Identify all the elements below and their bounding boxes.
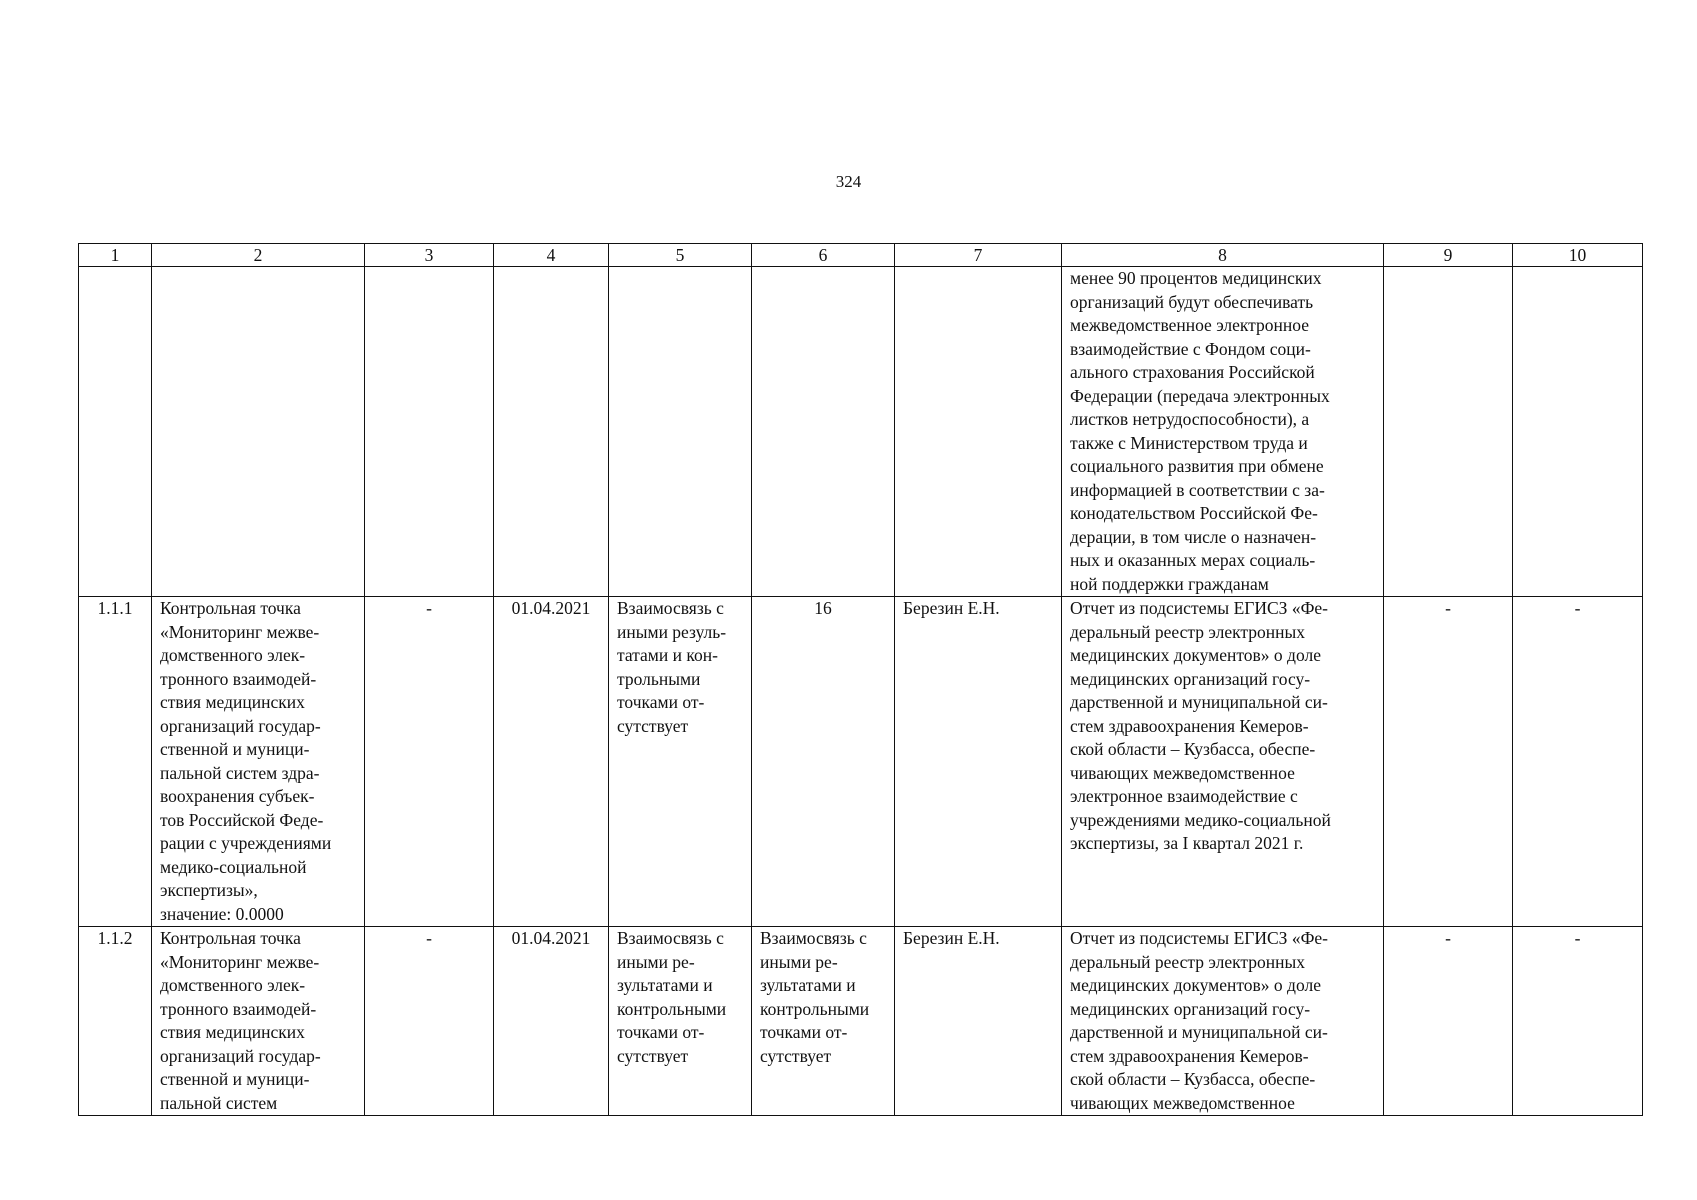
- cell-relation: Взаимосвязь с иными резуль- татами и кон- трольными точками от- сутствует: [609, 597, 752, 927]
- header-row: [79, 244, 1643, 267]
- cell-relation: [609, 267, 752, 597]
- column-header-6: 6: [752, 244, 895, 267]
- column-header-4: 4: [494, 244, 609, 267]
- cell-date: 01.04.2021: [494, 597, 609, 927]
- cell-col10: [1513, 267, 1643, 597]
- cell-col6: 16: [752, 597, 895, 927]
- cell-responsible: Березин Е.Н.: [895, 927, 1062, 1116]
- cell-col10: -: [1513, 597, 1643, 927]
- cell-description: Контрольная точка «Мониторинг межве- домственного элек- тронного взаимодей- ствия медицинских организаций государ- ственной и муници- пальной систем: [152, 927, 365, 1116]
- column-header-5: 5: [609, 244, 752, 267]
- cell-number: 1.1.1: [79, 597, 152, 927]
- cell-date: [494, 267, 609, 597]
- column-header-3: 3: [365, 244, 494, 267]
- cell-col9: -: [1384, 927, 1513, 1116]
- cell-description: [152, 267, 365, 597]
- column-header-1: 1: [79, 244, 152, 267]
- cell-col3: -: [365, 597, 494, 927]
- page-number: 324: [835, 172, 862, 191]
- cell-col9: [1384, 267, 1513, 597]
- cell-description: Контрольная точка «Мониторинг межве- домственного элек- тронного взаимодей- ствия медицинских организаций государ- ственной и муници- пальной систем здра- воохранения субъек- тов Российской Феде- рации с учреждениями медико-социальной экспертизы», значение: 0.0000: [152, 597, 365, 927]
- column-header-10: 10: [1513, 244, 1643, 267]
- cell-number: 1.1.2: [79, 927, 152, 1116]
- column-header-2: 2: [152, 244, 365, 267]
- cell-col3: [365, 267, 494, 597]
- cell-responsible: [895, 267, 1062, 597]
- document-table: [78, 243, 1643, 1116]
- cell-col6: Взаимосвязь с иными ре- зультатами и контрольными точками от- сутствует: [752, 927, 895, 1116]
- cell-col3: -: [365, 927, 494, 1116]
- cell-col9: -: [1384, 597, 1513, 927]
- cell-relation: Взаимосвязь с иными ре- зультатами и контрольными точками от- сутствует: [609, 927, 752, 1116]
- cell-date: 01.04.2021: [494, 927, 609, 1116]
- table-row: [79, 267, 1643, 597]
- cell-report: Отчет из подсистемы ЕГИСЗ «Фе- деральный реестр электронных медицинских документов» о доле медицинских организаций госу- дарственной и муниципальной си- стем здравоохранения Кемеров- ской области – Кузбасса, обеспе- чивающих межведомственное: [1062, 927, 1384, 1116]
- cell-report: менее 90 процентов медицинских организаций будут обеспечивать межведомственное электронное взаимодействие с Фондом соци- ального страхования Российской Федерации (передача электронных листков нетрудоспособности), а также с Министерством труда и социального развития при обмене информацией в соответствии с за- конодательством Российской Фе- дерации, в том числе о назначен- ных и оказанных мерах социаль- ной поддержки гражданам: [1062, 267, 1384, 597]
- column-header-8: 8: [1062, 244, 1384, 267]
- column-header-7: 7: [895, 244, 1062, 267]
- table-row: [79, 927, 1643, 1116]
- cell-number: [79, 267, 152, 597]
- cell-col6: [752, 267, 895, 597]
- column-header-9: 9: [1384, 244, 1513, 267]
- cell-report: Отчет из подсистемы ЕГИСЗ «Фе- деральный реестр электронных медицинских документов» о доле медицинских организаций госу- дарственной и муниципальной си- стем здравоохранения Кемеров- ской области – Кузбасса, обеспе- чивающих межведомственное электронное взаимодействие с учреждениями медико-социальной экспертизы, за I квартал 2021 г.: [1062, 597, 1384, 927]
- cell-responsible: Березин Е.Н.: [895, 597, 1062, 927]
- cell-col10: -: [1513, 927, 1643, 1116]
- table-row: [79, 597, 1643, 927]
